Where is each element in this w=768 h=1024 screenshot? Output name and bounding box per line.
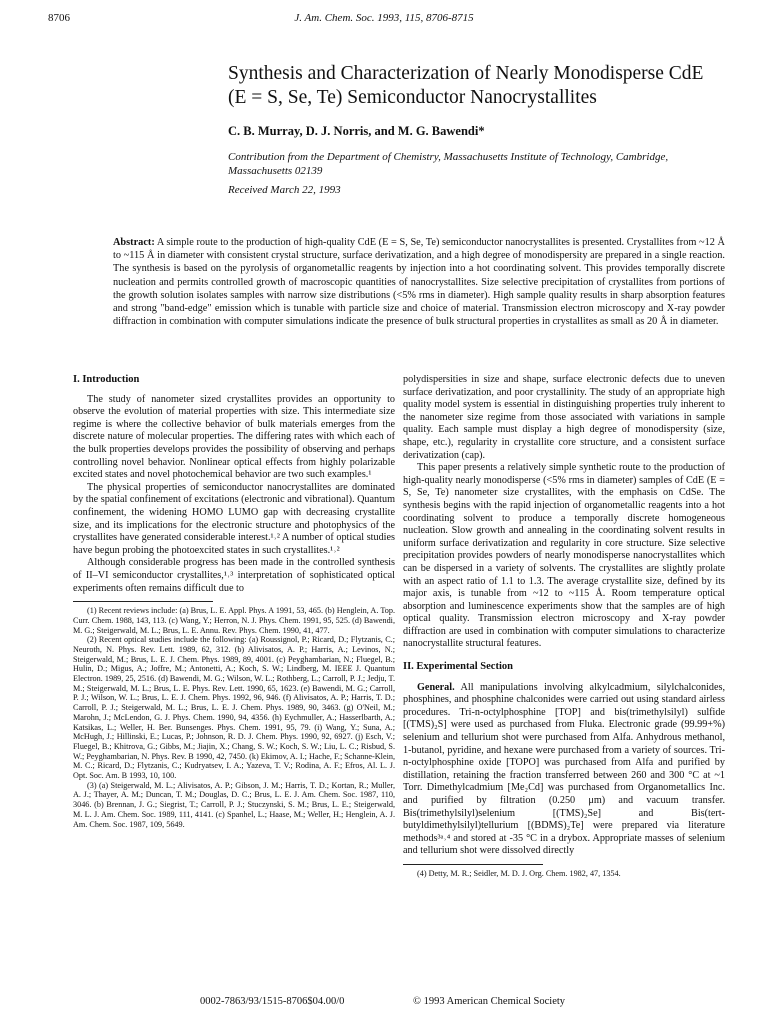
abstract-text: A simple route to the production of high-quality CdE (E = S, Se, Te) semiconductor nanocrystallites is presented. Crystallites from ~12 Å to ~115 Å in diameter with consistent crystal structure, surface derivatization, and a high degree of monodispersity are prepared in a single reaction. The synthesis is based on the pyrolysis of organometallic reagents by injection into a hot coordinating solvent. This provides temporally discrete nucleation and permits controlled growth of macroscopic quantities of nanocrystallites. Size selective precipitation of crystallites from portions of the growth solution isolates samples with narrow size distributions (<5% rms in diameter). High sample quality results in sharp absorption features and strong "band-edge" emission which is tunable with particle size and choice of material. Transmission electron microscopy and X-ray powder diffraction in combination with computer simulations indicate the presence of bulk structural properties in crystallites as small as 20 Å in diameter. [113, 237, 725, 328]
journal-code: 0002-7863/93/1515-8706$04.00/0 [200, 996, 345, 1007]
title-line-2: (E = S, Se, Te) Semiconductor Nanocrystallites [228, 87, 597, 108]
paragraph: This paper presents a relatively simple synthetic route to the production of high-quality nearly monodisperse (<5% rms in diameter) samples of CdE (E = S, Se, Te) nanometer size crystallites, with the emphasis on CdSe. The synthesis begins with the rapid injection of organometallic reagents into a hot coordinating solvent to produce a temporally discrete homogeneous nucleation. Slow growth and annealing in the coordinating solvent results in uniform surface derivatization and regularity in core structure. Size selective precipitation provides powders of nearly monodisperse nanocrystallites which can be dispersed in a variety of solvents. The crystallites are slightly prolate with an aspect ratio of 1.1 to 1.3. The average crystallite size, defined by its major axis, is tunable from ~12 to ~115 Å. Room temperature optical absorption and luminescence experiments show that the samples are of high optical quality. Transmission electron microscopy and X-ray powder diffraction are used in combination with computer simulations to characterize nanocrystallite structural features. [403, 462, 725, 650]
run-in-heading: General. [417, 681, 455, 693]
paragraph: The physical properties of semiconductor nanocrystallites are dominated by the spatial confinement of excitations (electronic and vibrational). Quantum confinement, the widening HOMO LUMO gap with decreasing crystallite size, and its implications for the electronic structure and photophysics of the crystallites have generated considerable interest.¹˒² A number of optical studies have begun probing the photoexcited states in such crystallites.¹˒² [73, 481, 395, 556]
right-column [403, 374, 725, 879]
received-date: Received March 22, 1993 [228, 184, 341, 196]
footnote: (2) Recent optical studies include the following: (a) Roussignol, P.; Ricard, D.; Flytzanis, C.; Neuroth, N. Phys. Rev. Lett. 1989, 62, 312. (b) Alivisatos, A. P.; Harris, A.; Levinos, N.; Steigerwald, M.; Brus, L. E. J. Chem. Phys. 1989, 89, 4001. (c) Peyghambarian, N.; Fluegel, B.; Hulin, D.; Migus, A.; Joffre, M.; Antonetti, A.; Koch, S. W.; Lindberg, M. IEEE J. Quantum Electron. 1989, 25, 2516. (d) Bawendi, M. G.; Wilson, W. L.; Rothberg, L.; Carroll, P. J.; Jedju, T. M.; Steigerwald, M. L.; Brus, L. E. Phys. Rev. Lett. 1990, 65, 1623. (e) Bawendi, M. G.; Carroll, P. J.; Wilson, W. L.; Brus, L. E. J. Chem. Phys. 1992, 96, 946. (f) Alivisatos, A. P.; Harris, T. D.; Carroll, P. J.; Steigerwald, M. L.; Brus, L. E. J. Chem. Phys. 1989, 90, 3463. (g) O'Neil, M.; Marohn, J.; McLendon, G. J. Phys. Chem. 1990, 94, 4356. (h) Eychmuller, A.; Hasserlbarth, A.; Katsikas, L.; Weller, H. Ber. Bunsenges. Phys. Chem. 1991, 95, 79. (i) Wang, Y.; Suna, A.; McHugh, J.; Hillinski, E.; Lucas, P.; Johnson, R. D. J. Chem. Phys. 1990, 92, 6927. (j) Esch, V.; Fluegel, B.; Khitrova, G.; Gibbs, M.; Jiajin, X.; Chang, S. W.; Koch, S. W.; Liu, L. C.; Risbud, S. W.; Peyghambarian, N. Phys. Rev. B 1990, 42, 7450. (k) Ekimov, A. I.; Hache, F.; Schanne-Klein, M. C.; Ricard, D.; Flytzanis, C.; Kudryatsev, I. A.; Yazeva, T. V.; Rodina, A. F.; Efros, Al. L. J. Opt. Soc. Am. B 1993, 10, 100. [73, 635, 395, 781]
abstract-label: Abstract: [113, 237, 155, 248]
article-title [228, 62, 728, 110]
paragraph: The study of nanometer sized crystallites provides an opportunity to observe the evolution of material properties with size. This intermediate size regime is where the collective behavior of bulk materials emerges from the discrete nature of molecular properties. The differing rates with which each of the bulk properties develops provides the possibility of observing and perhaps controlling novel behavior. Nonlinear optical effects from highly polarizable excited states and novel photochemical behavior are two such examples.¹ [73, 393, 395, 481]
paragraph-text: All manipulations involving alkylcadmium, silylchalconides, phosphines, and phosphine chalconides were carried out using standard airless procedures. Tri-n-octylphosphine [TOP] and bis(trimethylsilyl) sulfide [(TMS)₂S] were used as purchased from Fluka. Electronic grade (99.99+%) selenium and tellurium shot were purchased from Alfa. Anhydrous methanol, 1-butanol, pyridine, and hexane were purchased from a variety of sources. Tri-n-octylphosphine oxide [TOPO] was purchased from Alfa and purified by distillation, retaining the fraction transferred between 260 and 300 °C at ~1 Torr. Dimethylcadmium [Me₂Cd] was purchased from Organometallics Inc. and purified by filtration (0.250 μm) and vacuum transfer. Bis(trimethylsilyl)selenium [(TMS)₂Se] and Bis(tert-butyldimethylsilyl)tellurium [(BDMS)₂Te] were prepared via literature methods³ᵃ˒⁴ and stored at -35 °C in a drybox. Appropriate masses of selenium and tellurium shot were dissolved directly [403, 681, 725, 857]
footnote: (1) Recent reviews include: (a) Brus, L. E. Appl. Phys. A 1991, 53, 465. (b) Henglein, A. Top. Curr. Chem. 1988, 143, 113. (c) Wang, Y.; Herron, N. J. Phys. Chem. 1991, 95, 525. (d) Bawendi, M. G.; Steigerwald, M. L.; Brus, L. E. Annu. Rev. Phys. Chem. 1990, 41, 477. [73, 606, 395, 635]
page-number: 8706 [48, 12, 70, 24]
author-list: C. B. Murray, D. J. Norris, and M. G. Bawendi* [228, 124, 485, 138]
footnote-divider [403, 864, 543, 865]
footnote: (4) Detty, M. R.; Seidler, M. D. J. Org. Chem. 1982, 47, 1354. [417, 868, 621, 878]
paragraph: Although considerable progress has been made in the controlled synthesis of II–VI semiconductor crystallites,¹˒³ interpretation of sophisticated optical experiments often remains difficult due to [73, 557, 395, 594]
footnote: (3) (a) Steigerwald, M. L.; Alivisatos, A. P.; Gibson, J. M.; Harris, T. D.; Kortan, R.; Muller, A. J.; Thayer, A. M.; Duncan, T. M.; Douglas, D. C.; Brus, L. E. J. Am. Chem. Soc. 1987, 110, 3046. (b) Brennan, J. G.; Siegrist, T.; Carroll, P. J.; Stuczynski, S. M.; Brus, L. E.; Steigerwald, M. L. J. Am. Chem. Soc. 1989, 111, 4141. (c) Spanhel, L.; Haase, M.; Weller, H.; Henglein, A. J. Am. Chem. Soc. 1987, 109, 5649. [73, 780, 395, 829]
abstract [113, 236, 725, 328]
running-header: J. Am. Chem. Soc. 1993, 115, 8706-8715 [294, 12, 474, 24]
section-heading-introduction: I. Introduction [73, 374, 140, 385]
copyright: © 1993 American Chemical Society [413, 996, 566, 1007]
footnote-divider [73, 601, 213, 602]
section-heading-experimental: II. Experimental Section [403, 661, 513, 673]
affiliation: Contribution from the Department of Chemistry, Massachusetts Institute of Technology, Cambridge, Massachusetts 02139 [228, 151, 669, 177]
title-line-1: Synthesis and Characterization of Nearly Monodisperse CdE [228, 63, 704, 84]
paragraph-general [403, 682, 725, 858]
paragraph: polydispersities in size and shape, surface electronic defects due to uneven surface derivatization, and poor crystallinity. The study of an appropriate high quality model system is essential in distinguishing properties truly inherent to the nanometer size regime from those associated with variations in sample quality. Each sample must display a high degree of monodispersity (size, shape, etc.), regularity in crystallite core structure, and a consistent surface derivatization (cap). [403, 374, 725, 461]
left-column [73, 374, 395, 829]
